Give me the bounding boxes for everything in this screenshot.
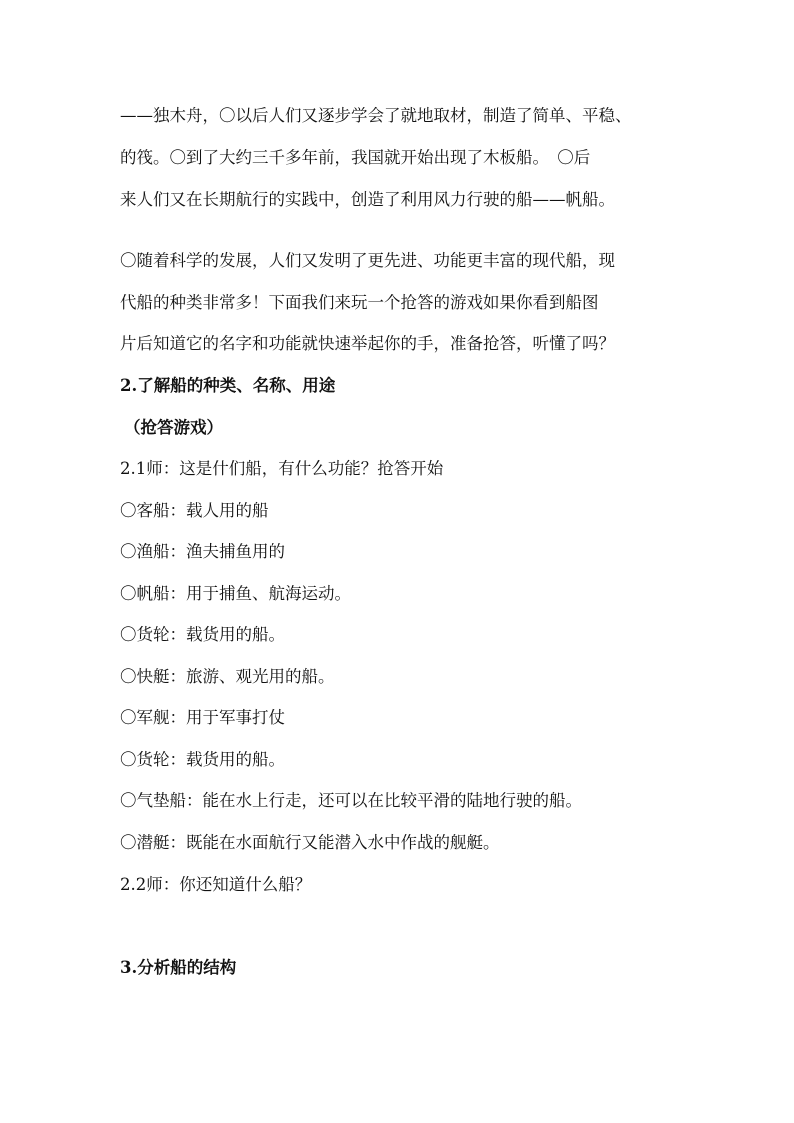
- answer-item: 〇潜艇：既能在水面航行又能潜入水中作战的舰艇。: [120, 833, 500, 852]
- answer-item: 〇渔船：渔夫捕鱼用的: [120, 542, 285, 561]
- section-3-heading: 3.分析船的结构: [120, 958, 237, 977]
- question-2-1: 2.1师：这是什们船，有什么功能？抢答开始: [120, 459, 444, 478]
- paragraph-line: 的筏。〇到了大约三千多年前，我国就开始出现了木板船。 〇后: [120, 148, 591, 167]
- paragraph-line: ——独木舟，〇以后人们又逐步学会了就地取材，制造了简单、平稳、: [120, 106, 632, 125]
- section-2-heading: 2.了解船的种类、名称、用途: [120, 376, 336, 395]
- answer-item: 〇气垫船：能在水上行走，还可以在比较平滑的陆地行驶的船。: [120, 791, 582, 810]
- paragraph-line: 代船的种类非常多！下面我们来玩一个抢答的游戏如果你看到船图: [120, 293, 599, 312]
- answer-item: 〇军舰：用于军事打仗: [120, 708, 285, 727]
- paragraph-line: 〇随着科学的发展，人们又发明了更先进、功能更丰富的现代船，现: [120, 251, 615, 270]
- paragraph-line: 片后知道它的名字和功能就快速举起你的手，准备抢答，听懂了吗？: [120, 334, 615, 353]
- answer-item: 〇客船：载人用的船: [120, 501, 269, 520]
- section-2-subheading: （抢答游戏）: [124, 418, 223, 437]
- paragraph-line: 来人们又在长期航行的实践中，创造了利用风力行驶的船——帆船。: [120, 190, 615, 209]
- answer-item: 〇帆船：用于捕鱼、航海运动。: [120, 584, 351, 603]
- answer-item: 〇快艇：旅游、观光用的船。: [120, 667, 335, 686]
- answer-item: 〇货轮：载货用的船。: [120, 625, 285, 644]
- question-2-2: 2.2师：你还知道什么船？: [120, 875, 312, 894]
- answer-item: 〇货轮：载货用的船。: [120, 750, 285, 769]
